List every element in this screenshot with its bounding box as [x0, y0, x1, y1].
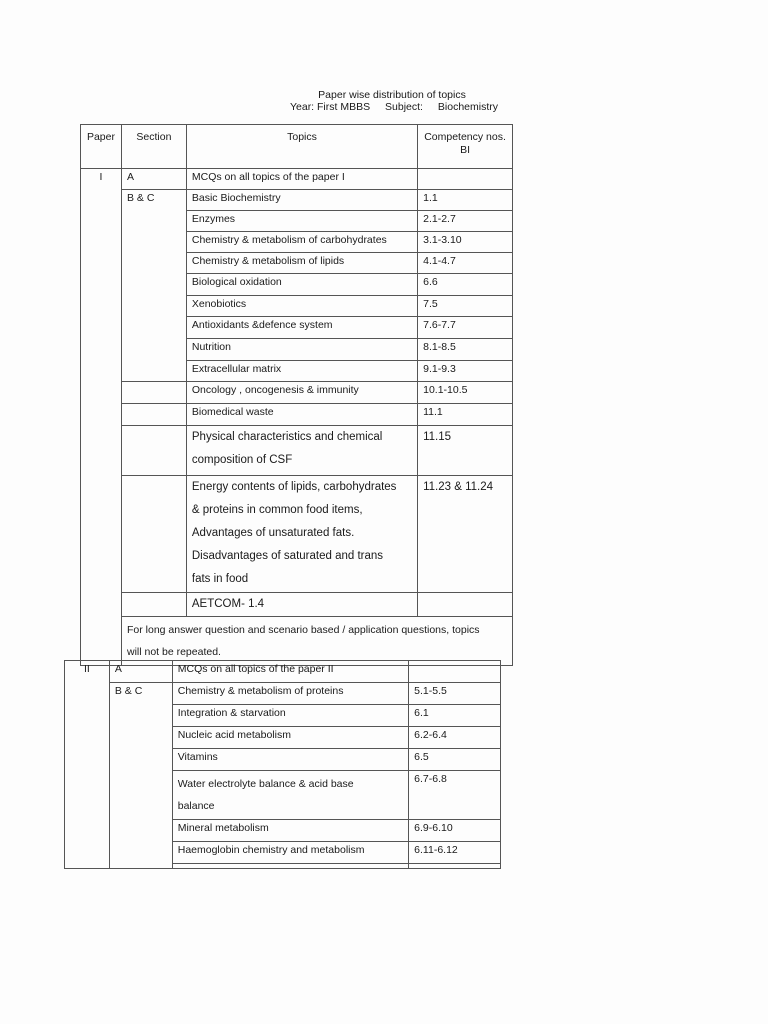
competency-cell: 7.5: [418, 296, 513, 317]
topic-cell: Chemistry & metabolism of proteins: [172, 683, 408, 705]
competency-cell: 9.1-9.3: [418, 361, 513, 382]
competency-cell: 6.11-6.12: [409, 842, 501, 864]
year-label: Year: First MBBS: [289, 101, 371, 113]
competency-cell: 6.7-6.8: [409, 771, 501, 820]
section-cell: [121, 404, 186, 426]
topic-cell: Antioxidants &defence system: [186, 317, 417, 339]
competency-cell: 2.1-2.7: [418, 211, 513, 232]
competency-cell: [418, 169, 513, 190]
paper-1-table: [80, 124, 513, 666]
competency-cell: 6.5: [409, 749, 501, 771]
topic-cell: Basic Biochemistry: [186, 190, 417, 211]
subject-value: Biochemistry: [437, 101, 499, 113]
table-row: [81, 476, 513, 593]
table-row: [81, 404, 513, 426]
energy-line: Advantages of unsaturated fats.: [191, 527, 355, 539]
competency-cell: 10.1-10.5: [418, 382, 513, 404]
section-cell: [121, 593, 186, 617]
water-line: Water electrolyte balance & acid base: [177, 778, 354, 790]
table-row: [81, 593, 513, 617]
topic-cell: Xenobiotics: [186, 296, 417, 317]
competency-cell: [409, 864, 501, 869]
topic-cell: Haemoglobin chemistry and metabolism: [172, 842, 408, 864]
document-subtitle: [10, 101, 768, 113]
competency-cell: 11.1: [418, 404, 513, 426]
energy-line: fats in food: [191, 573, 249, 585]
topic-cell: Biological oxidation: [186, 274, 417, 296]
competency-cell: 6.6: [418, 274, 513, 296]
competency-cell: 7.6-7.7: [418, 317, 513, 339]
table-row: [81, 426, 513, 476]
competency-cell: [418, 593, 513, 617]
competency-cell: 6.9-6.10: [409, 820, 501, 842]
note-line: For long answer question and scenario based / application questions, topics: [126, 624, 480, 636]
topic-cell: Vitamins: [172, 749, 408, 771]
topic-cell: MCQs on all topics of the paper I: [186, 169, 417, 190]
topic-cell: Enzymes: [186, 211, 417, 232]
topic-cell: [172, 771, 408, 820]
topic-cell: [172, 864, 408, 869]
table-row: [65, 661, 501, 683]
section-cell: A: [109, 661, 172, 683]
section-cell: A: [121, 169, 186, 190]
topic-cell: [186, 426, 417, 476]
competency-cell: 4.1-4.7: [418, 253, 513, 274]
header-section: Section: [121, 125, 186, 169]
topic-cell: Extracellular matrix: [186, 361, 417, 382]
section-cell: [121, 476, 186, 593]
competency-cell: 11.23 & 11.24: [418, 476, 513, 593]
csf-line: Physical characteristics and chemical: [191, 431, 383, 443]
table-row: [81, 169, 513, 190]
water-line: balance: [177, 800, 215, 812]
table-row: [81, 382, 513, 404]
document-title: Paper wise distribution of topics: [318, 89, 466, 101]
competency-cell: 6.1: [409, 705, 501, 727]
competency-cell: 5.1-5.5: [409, 683, 501, 705]
topic-cell: Nutrition: [186, 339, 417, 361]
paper-cell: I: [81, 169, 122, 666]
topic-cell: Oncology , oncogenesis & immunity: [186, 382, 417, 404]
table-row: [81, 190, 513, 211]
competency-cell: 11.15: [418, 426, 513, 476]
competency-cell: 8.1-8.5: [418, 339, 513, 361]
paper-cell: II: [65, 661, 110, 869]
competency-cell: 6.2-6.4: [409, 727, 501, 749]
topic-cell: AETCOM- 1.4: [186, 593, 417, 617]
csf-line: composition of CSF: [191, 454, 293, 466]
topic-cell: Integration & starvation: [172, 705, 408, 727]
energy-line: Disadvantages of saturated and trans: [191, 550, 384, 562]
topic-cell: Mineral metabolism: [172, 820, 408, 842]
competency-cell: 3.1-3.10: [418, 232, 513, 253]
note-cell: [121, 617, 512, 666]
table-row: [65, 683, 501, 705]
section-cell: [121, 426, 186, 476]
header-row: [81, 125, 513, 169]
header-paper: Paper: [81, 125, 122, 169]
subject-label: Subject:: [385, 101, 423, 113]
topic-cell: [186, 476, 417, 593]
energy-line: Energy contents of lipids, carbohydrates: [191, 481, 397, 493]
header-topics: Topics: [186, 125, 417, 169]
competency-cell: [409, 661, 501, 683]
topic-cell: Nucleic acid metabolism: [172, 727, 408, 749]
topic-cell: Chemistry & metabolism of lipids: [186, 253, 417, 274]
section-cell: B & C: [109, 683, 172, 869]
topic-cell: Chemistry & metabolism of carbohydrates: [186, 232, 417, 253]
note-line: will not be repeated.: [126, 646, 221, 658]
header-competency: Competency nos. BI: [418, 125, 513, 169]
topic-cell: Biomedical waste: [186, 404, 417, 426]
paper-2-table: [64, 660, 501, 869]
topic-cell: MCQs on all topics of the paper II: [172, 661, 408, 683]
energy-line: & proteins in common food items,: [191, 504, 363, 516]
note-row: [81, 617, 513, 666]
competency-cell: 1.1: [418, 190, 513, 211]
section-cell: [121, 382, 186, 404]
section-cell: B & C: [121, 190, 186, 382]
